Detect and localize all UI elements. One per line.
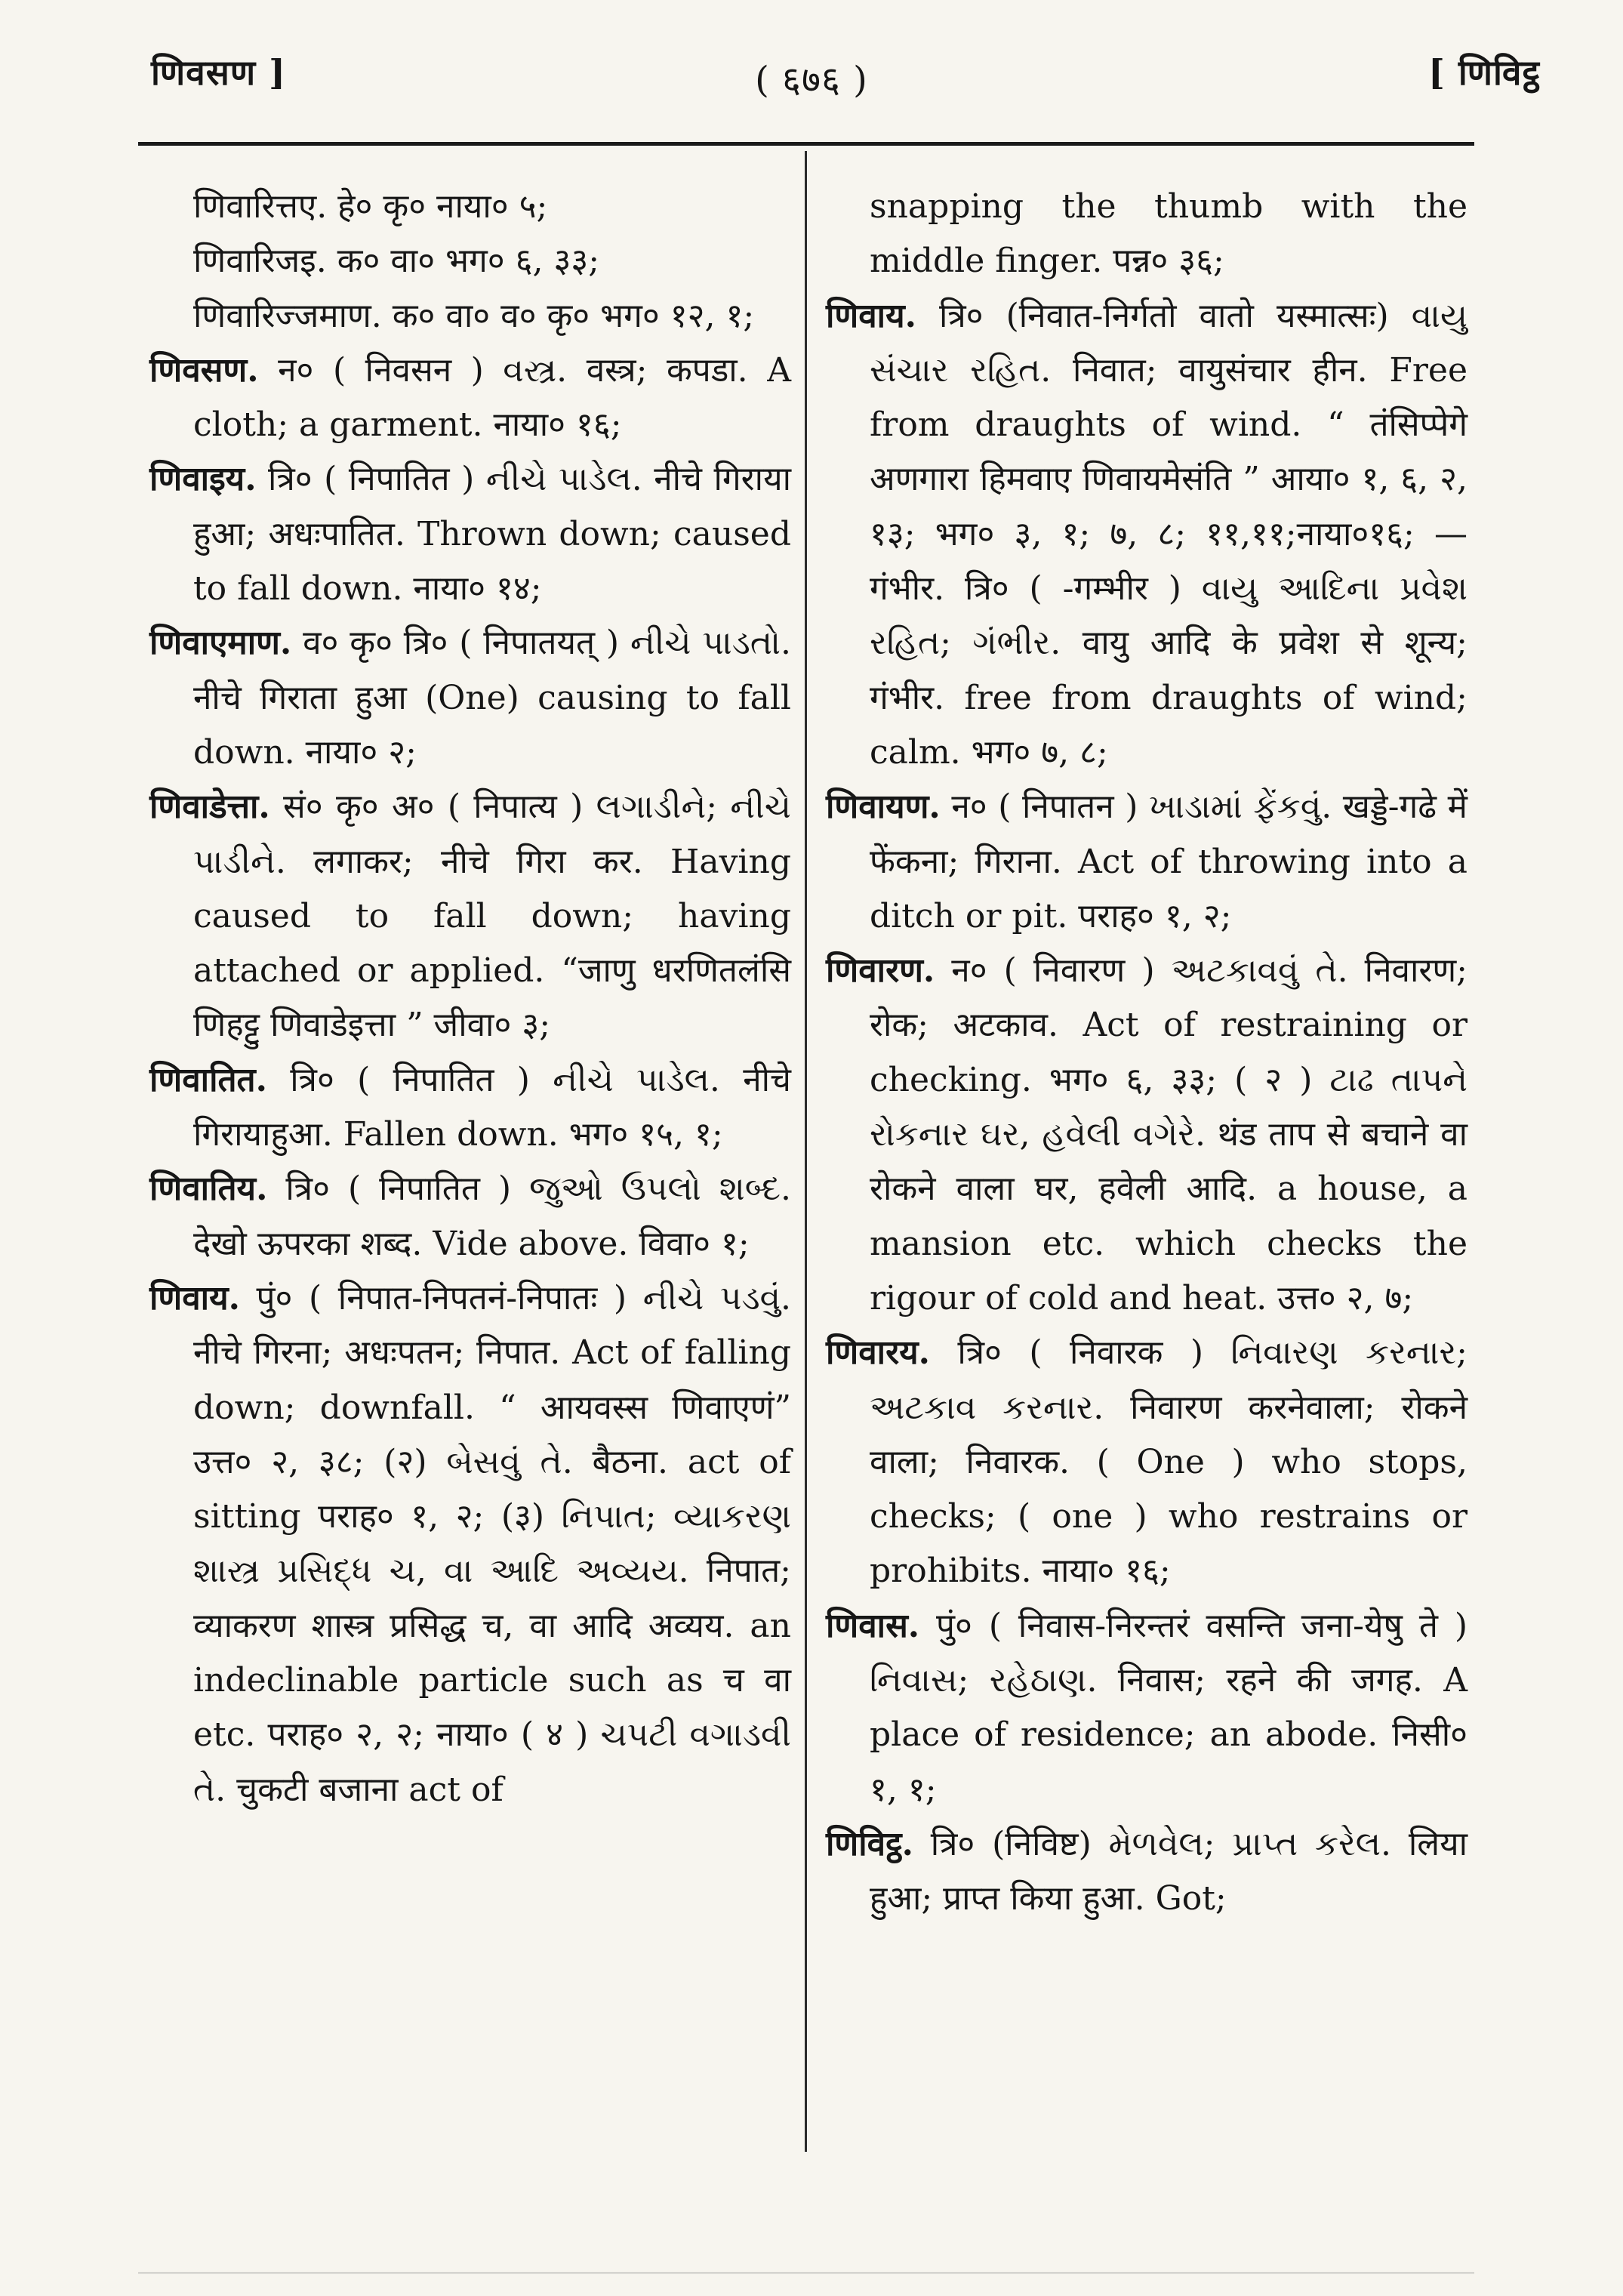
dictionary-entry (826, 289, 1467, 781)
dictionary-subentry: णिवारिज्जमाण. क० वा० व० कृ० भग० १२, १; (193, 296, 755, 335)
entry-definition: सं० कृ० अ० ( निपात्य ) લગાડીને; નીચે પાડીને. लगाकर; नीचे गिरा कर. Having caused to fall down; having attached or applied. “जाणु धरणितलंसि णिहट्टु णिवाडेइत्ता ” जीवा० ३; (193, 787, 791, 1045)
entry-headword: णिविट्ठ. (826, 1824, 913, 1863)
page-number: ( ६७६ ) (755, 59, 868, 101)
dictionary-entry (149, 616, 791, 780)
entry-definition: त्रि० ( निवारक ) નિવારણ કરનાર; અટકાવ કરનાર. निवारण करनेवाला; रोकने वाला; निवारक. ( One ) who stops, checks; ( one ) who restrains or prohibits. नाया० १६; (870, 1333, 1467, 1591)
entry-headword: णिवायण. (826, 787, 941, 827)
entry-headword: णिवाइय. (149, 460, 257, 499)
entry-definition: न० ( निपातन ) ખાડામાં ફેંકવું. खड्डे-गढे में फेंकना; गिराना. Act of throwing into a ditch or pit. पराह० १, २; (870, 787, 1467, 935)
entry-definition: त्रि० (निवात-निर्गतो वातो यस्मात्सः) વાયુ સંચાર રહિત. निवात; वायुसंचार हीन. Free from draughts of wind. “ तंसिप्पेगे अणगारा हिमवाए णिवायमेसंति ” आया० १, ६, २, १३; भग० ३, १; ७, ८; ११,११;नाया०१६; —गंभीर. त्रि० ( -गम्भीर ) વાયુ આદિના પ્રવેશ રહિત; ગંભીર. वायु आदि के प्रवेश से शून्य; गंभीर. free from draughts of wind; calm. भग० ७, ८; (870, 296, 1467, 772)
left-column (149, 180, 791, 1817)
entry-headword: णिवाएमाण. (149, 624, 292, 663)
right-column (826, 180, 1467, 1927)
entry-definition: न० ( निवसन ) વસ્ત્ર. वस्त्र; कपडा. A cloth; a garment. नाया० १६; (193, 350, 791, 445)
dictionary-entry (826, 1326, 1467, 1598)
dictionary-entry (826, 780, 1467, 944)
dictionary-entry (826, 1599, 1467, 1817)
dictionary-entry (149, 452, 791, 616)
entry-headword: णिवाय. (149, 1278, 240, 1318)
dictionary-entry (149, 344, 791, 453)
entry-definition: पुं० ( निपात-निपतनं-निपातः ) નીચે પડવું. नीचे गिरना; अधःपतन; निपात. Act of falling down; downfall. “ आयवस्स णिवाएणं” उत्त० २, ३८; (२) બેસવું તે. बैठना. act of sitting पराह० १, २; (३) નિપાત; વ્યાકરણ શાસ્ત્ર પ્રસિદ્ધ ચ, વા આદિ અવ્યય. निपात; व्याकरण शास्त्र प्रसिद्ध च, वा आदि अव्यय. an indeclinable particle such as च वा etc. पराह० २, २; नाया० ( ४ ) ચપટી વગાડવી તે. चुकटी बजाना act of (193, 1278, 791, 1809)
header-rule (138, 142, 1474, 146)
header-left-guide-word: णिवसण ] (151, 52, 286, 93)
entry-headword: णिवाडेत्ता. (149, 787, 270, 827)
entry-headword: णिवसण. (149, 350, 259, 390)
entry-continuation: snapping the thumb with the middle finger. पन्न० ३६; (870, 187, 1467, 281)
entry-definition: त्रि० (निविष्ट) મેળવેલ; પ્રાપ્ત કરેલ. लिया हुआ; प्राप्त किया हुआ. Got; (870, 1824, 1467, 1918)
header-right-guide-word: [ णिविट्ठ (1428, 52, 1540, 93)
entry-headword: णिवातिय. (149, 1170, 268, 1209)
entry-headword: णिवाय. (826, 296, 916, 335)
entry-headword: णिवारण. (826, 951, 935, 991)
dictionary-subentry: णिवारित्तए. हे० कृ० नाया० ५; (193, 187, 548, 226)
dictionary-entry (149, 1162, 791, 1271)
dictionary-entry (826, 1817, 1467, 1927)
column-divider (805, 151, 807, 2152)
entry-definition: व० कृ० त्रि० ( निपातयत् ) નીચે પાડતો. नीचे गिराता हुआ (One) causing to fall down. नाया० २; (193, 624, 791, 772)
entry-definition: न० ( निवारण ) અટકાવવું તે. निवारण; रोक; अटकाव. Act of restraining or checking. भग० ६, ३३; ( २ ) ટાઢ તાપને રોકનાર ઘર, હવેલી વગેરે. थंड ताप से बचाने वा रोकने वाला घर, हवेली आदि. a house, a mansion etc. which checks the rigour of cold and heat. उत्त० २, ७; (870, 951, 1467, 1318)
dictionary-entry (149, 780, 791, 1052)
entry-definition: पुं० ( निवास-निरन्तरं वसन्ति जना-येषु ते ) નિવાસ; રહેઠાણ. निवास; रहने की जगह. A place of residence; an abode. निसी० १, १; (870, 1606, 1467, 1809)
entry-definition: त्रि० ( निपातित ) નીચે પાડેલ. नीचे गिरायाहुआ. Fallen down. भग० १५, १; (193, 1060, 791, 1154)
entry-definition: त्रि० ( निपातित ) જુઓ ઉપલો શબ્દ. देखो ऊपरका शब्द. Vide above. विवा० १; (193, 1170, 791, 1263)
entry-headword: णिवातित. (149, 1060, 267, 1099)
entry-headword: णिवास. (826, 1606, 920, 1645)
dictionary-entry (149, 1053, 791, 1163)
dictionary-entry (826, 944, 1467, 1326)
dictionary-entry (149, 1271, 791, 1817)
dictionary-subentry: णिवारिजइ. क० वा० भग० ६, ३३; (193, 242, 600, 281)
entry-definition: त्रि० ( निपातित ) નીચે પાડેલ. नीचे गिराया हुआ; अधःपातित. Thrown down; caused to fall down. नाया० १४; (193, 460, 791, 609)
entry-headword: णिवारय. (826, 1333, 930, 1373)
